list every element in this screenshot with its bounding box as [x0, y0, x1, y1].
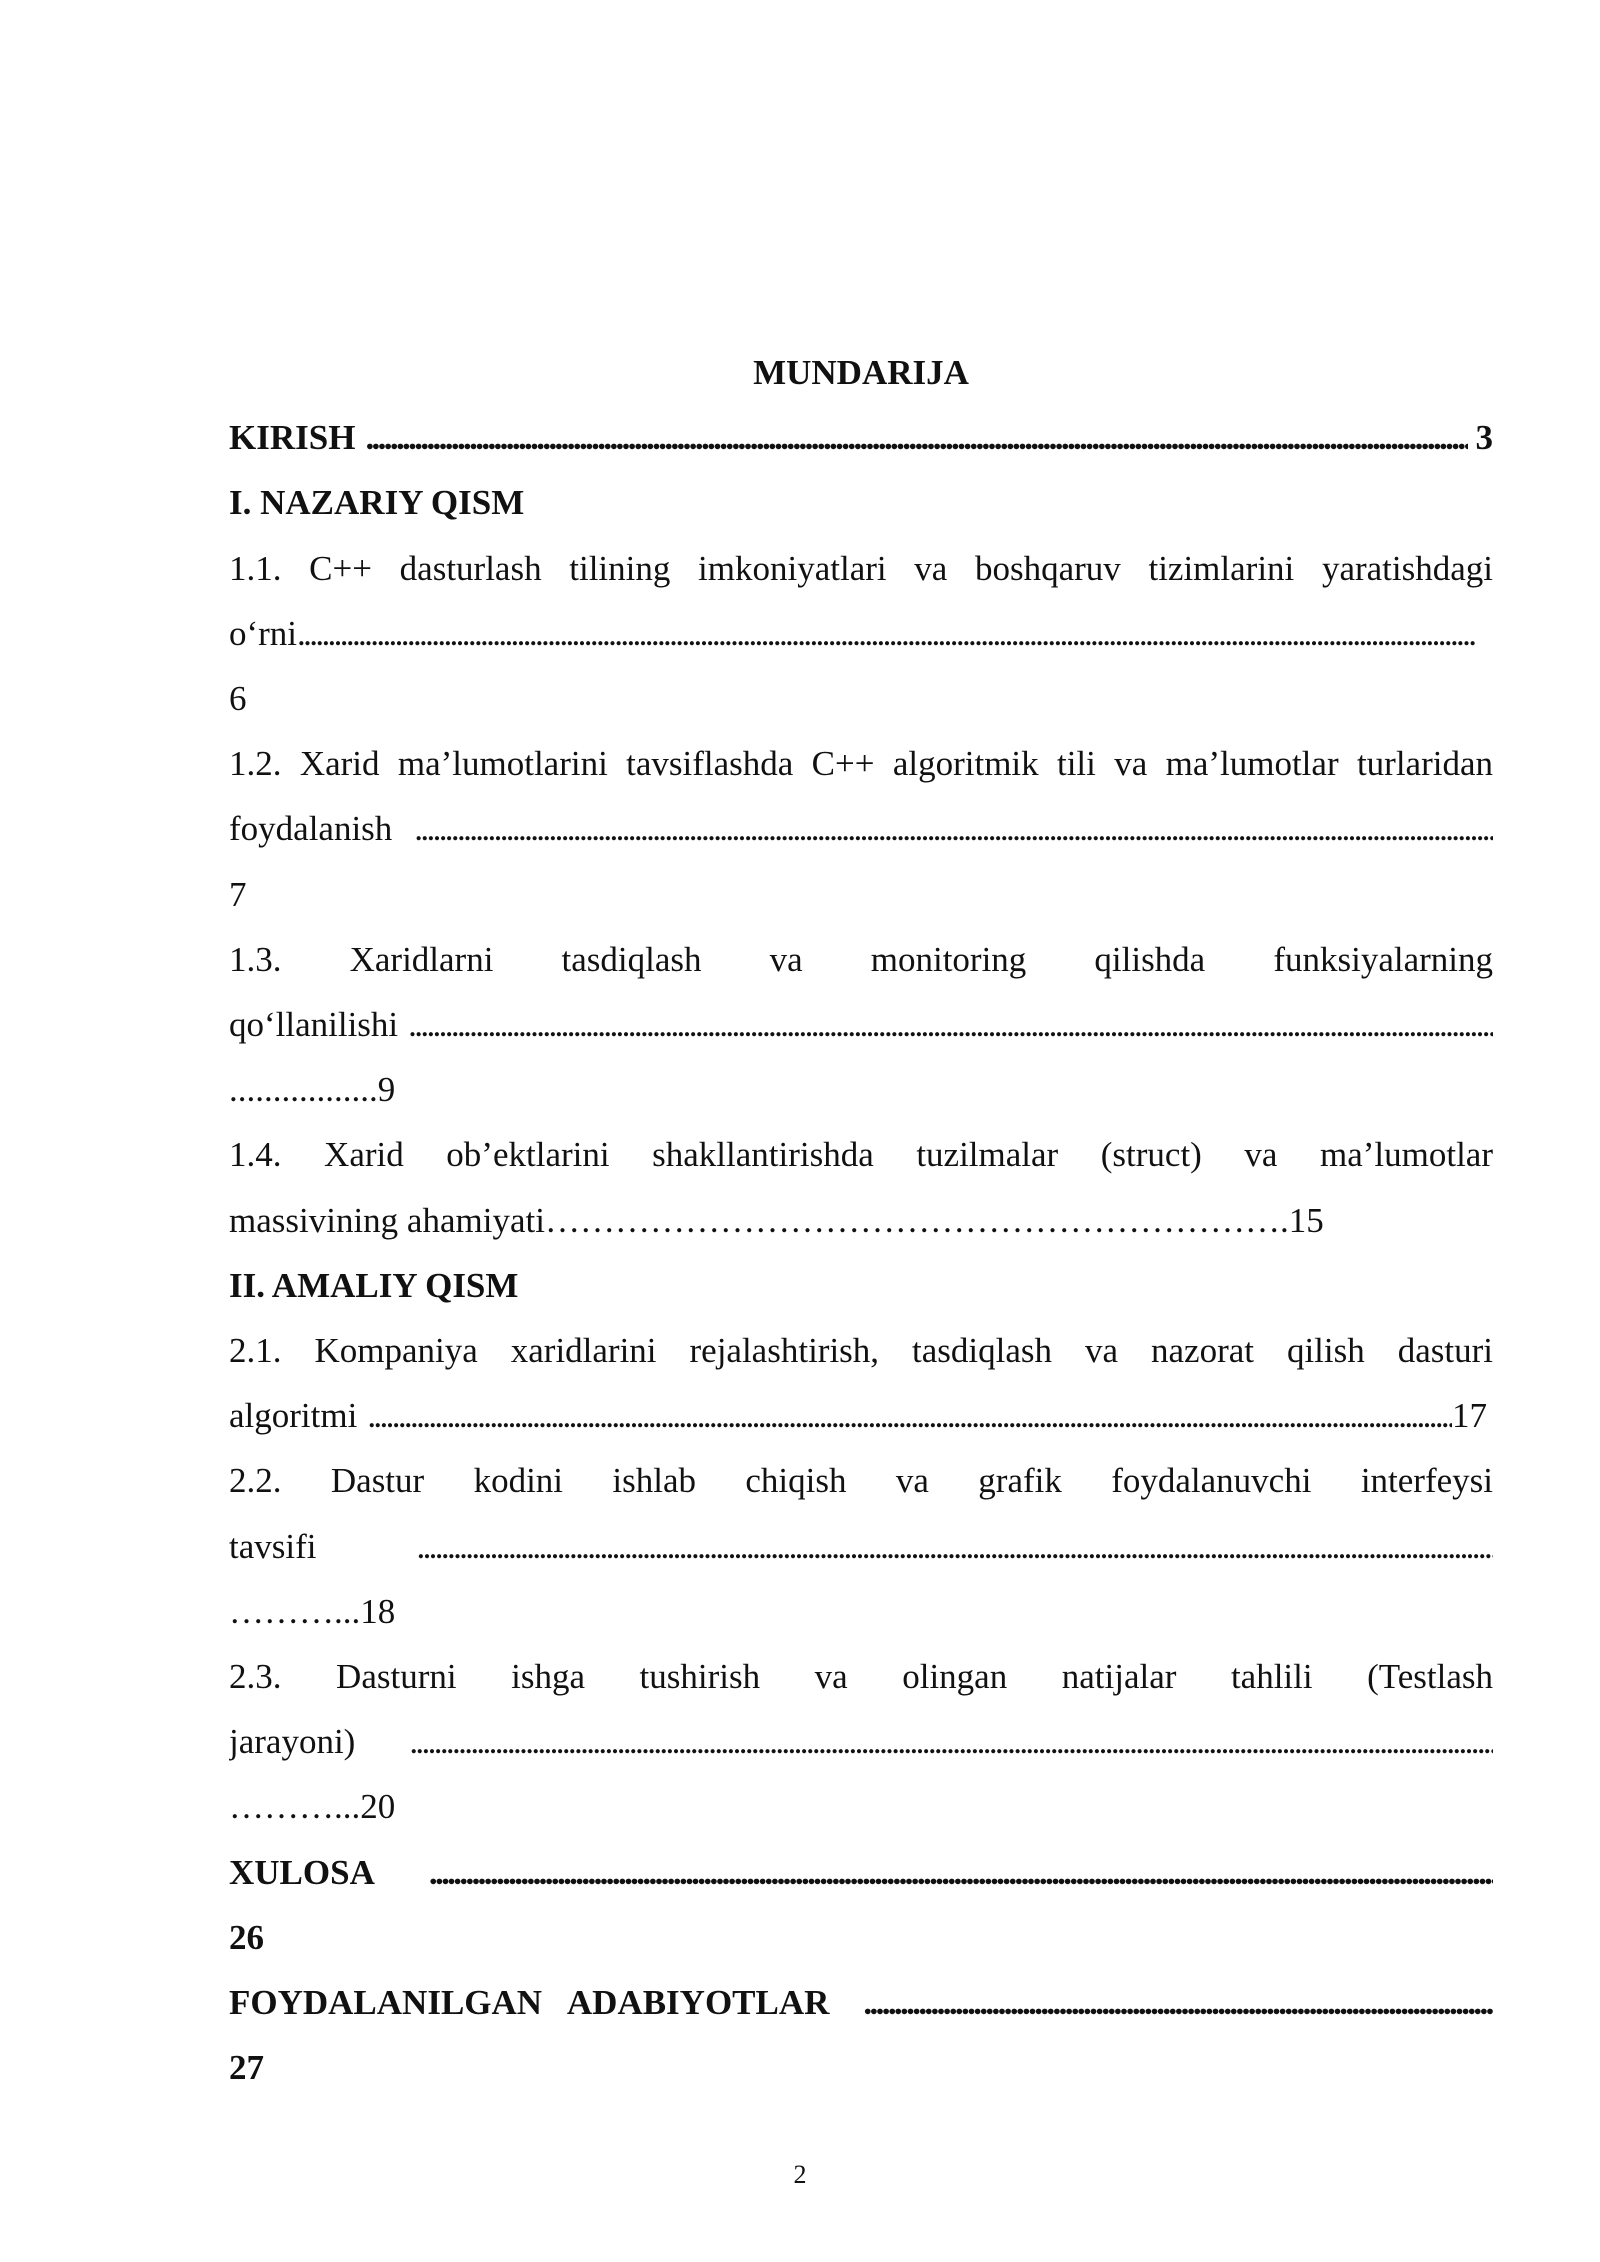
section-heading-amaliy: II. AMALIY QISM — [229, 1265, 519, 1305]
toc-entry-1-3-line1[interactable]: 1.3. Xaridlarni tasdiqlash va monitoring qilishda funksiyalarning — [229, 939, 1493, 979]
toc-entry-2-3-line1[interactable]: 2.3. Dasturni ishga tushirish va olingan natijalar tahlili (Testlash — [229, 1657, 1493, 1697]
toc-page-number: ………...20 — [229, 1787, 396, 1827]
toc-entry-1-4-line2[interactable] — [229, 1188, 1493, 1253]
toc-page-number: 7 — [229, 874, 247, 914]
toc-entry-label: FOYDALANILGAN ADABIYOTLAR — [229, 1983, 830, 2023]
toc-entry-2-2-line1[interactable]: 2.2. Dastur kodini ishlab chiqish va grafik foydalanuvchi interfeysi — [229, 1461, 1493, 1501]
toc-entry-1-2-line1[interactable]: 1.2. Xarid ma’lumotlarini tavsiflashda C++ algoritmik tili va ma’lumotlar turlaridan — [229, 744, 1493, 784]
table-of-contents — [229, 340, 1493, 2100]
page-number: 2 — [793, 2160, 807, 2189]
toc-entry-1-1-line1[interactable]: 1.1. C++ dasturlash tilining imkoniyatlari va boshqaruv tizimlarini yaratishdagi — [229, 548, 1493, 588]
toc-entry-2-3-line2[interactable] — [229, 1709, 1493, 1774]
toc-entry-2-1-line2[interactable] — [229, 1383, 1493, 1448]
toc-entry-text: algoritmi — [229, 1396, 358, 1436]
dot-leader — [409, 1709, 1493, 1774]
toc-page-number: ………...18 — [229, 1591, 396, 1631]
toc-entry-text: tavsifi — [229, 1526, 317, 1566]
toc-page-number: 27 — [229, 2048, 264, 2088]
dot-leader — [863, 1970, 1493, 2035]
dot-leader — [367, 1383, 1452, 1448]
toc-page-number: 6 — [229, 679, 247, 719]
toc-entry-text: qo‘llanilishi — [229, 1005, 399, 1045]
dot-leader — [414, 796, 1493, 861]
toc-page-number: 15 — [1288, 1200, 1324, 1240]
dot-leader — [297, 601, 1475, 666]
toc-entry-1-1-line2[interactable] — [229, 601, 1493, 666]
toc-entry-1-4-line1[interactable]: 1.4. Xarid ob’ektlarini shakllantirishda tuzilmalar (struct) va ma’lumotlar — [229, 1135, 1493, 1175]
toc-entry-1-2-line2[interactable] — [229, 796, 1493, 861]
toc-entry-text: jarayoni) — [229, 1722, 356, 1762]
toc-entry-label: XULOSA — [229, 1852, 375, 1892]
toc-entry-2-2-line2[interactable] — [229, 1514, 1493, 1579]
toc-entry-adabiyotlar[interactable] — [229, 1970, 1493, 2035]
dot-leader — [429, 1840, 1493, 1905]
toc-entry-label: KIRISH — [229, 418, 356, 458]
section-heading-nazariy: I. NAZARIY QISM — [229, 483, 525, 523]
toc-entry-text: massivining ahamiyati — [229, 1200, 545, 1240]
toc-page-number: 26 — [229, 1917, 264, 1957]
toc-title: MUNDARIJA — [753, 353, 969, 392]
ellipsis-leader: ………………………………………………………. — [544, 1200, 1289, 1240]
toc-entry-xulosa[interactable] — [229, 1840, 1493, 1905]
toc-page-number: .................9 — [229, 1070, 396, 1110]
toc-page-number: 17 — [1452, 1396, 1487, 1436]
toc-entry-1-3-line2[interactable] — [229, 992, 1493, 1057]
dot-leader — [408, 992, 1493, 1057]
dot-leader — [365, 405, 1467, 470]
toc-entry-text: foydalanish — [229, 809, 393, 849]
dot-leader — [416, 1514, 1493, 1579]
toc-entry-kirish[interactable] — [229, 405, 1493, 470]
toc-entry-text: o‘rni — [229, 613, 298, 653]
toc-page-number: 3 — [1475, 418, 1493, 458]
toc-entry-2-1-line1[interactable]: 2.1. Kompaniya xaridlarini rejalashtirish, tasdiqlash va nazorat qilish dasturi — [229, 1331, 1493, 1371]
